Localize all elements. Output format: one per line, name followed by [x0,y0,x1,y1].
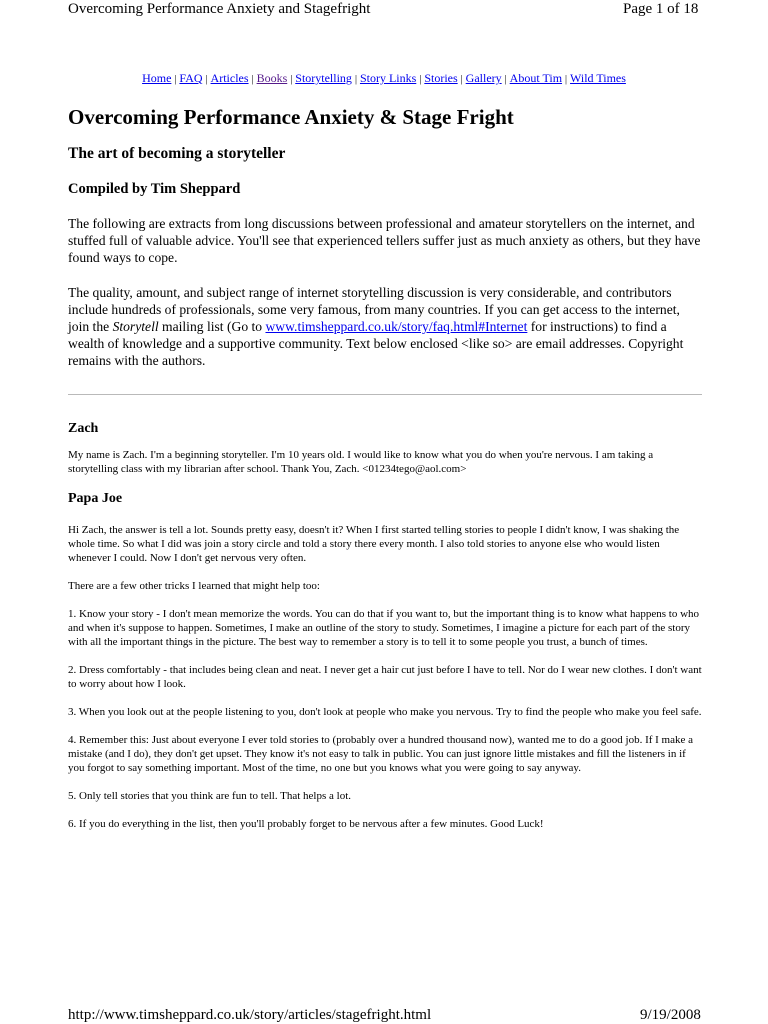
divider [68,394,702,395]
nav-link-stories[interactable]: Stories [424,71,458,85]
nav-separator: | [174,74,177,85]
intro-paragraph: The following are extracts from long discussions between professional and amateur storytellers on the internet, and stuffed full of valuable advice. You'll see that experienced tellers suffer just as much anxiety as others, but they have found ways to cope. [68,216,701,266]
nav-separator: | [290,74,293,85]
tip-item: 4. Remember this: Just about everyone I ever told stories to (probably over a hundred thousand now), wanted me to do a good job. If I make a mistake (and I do), they don't get upset. They know it's not easy to talk in public. You can just ignore little mistakes and fill the listeners in if you forgot to say something important. Most of the time, no one but you knows what you were going to say anyway. [68,733,694,774]
page-subtitle: The art of becoming a storyteller [68,145,286,162]
nav-link-books[interactable]: Books [256,71,288,85]
print-header-title: Overcoming Performance Anxiety and Stagefright [68,1,371,17]
byline: Compiled by Tim Sheppard [68,181,241,197]
post-paragraph: My name is Zach. I'm a beginning storyteller. I'm 10 years old. I would like to know what you do when you're nervous. I am taking a storytelling class with my librarian after school. Thank You, Zach. <01234tego@aol.com> [68,448,654,475]
post-author-papa-joe: Papa Joe [68,490,123,506]
nav-link-story-links[interactable]: Story Links [359,71,417,85]
tip-item: 1. Know your story - I don't mean memorize the words. You can do that if you want to, but the important thing is to know what happens to who and when it's suppose to happen. Sometimes, I make an outline of the story to study. Sometimes, I imagine a picture for each part of the story with all the important things in the picture. The best way to remember a story is to tell it to some people you trust, a bunch of times. [68,607,700,648]
intro-paragraph-mailing-list [68,284,702,370]
tip-item: 6. If you do everything in the list, then you'll probably forget to be nervous after a few minutes. Good Luck! [68,817,544,830]
intro-text: for instructions) to find a wealth of knowledge and a supportive community. Text below enclosed <like so> are email addresses. Copyright remains with the authors. [68,319,684,369]
nav-separator: | [504,74,507,85]
print-footer-date: 9/19/2008 [640,1007,701,1023]
page-title: Overcoming Performance Anxiety & Stage Fright [68,105,514,129]
nav-link-storytelling[interactable]: Storytelling [295,71,352,85]
nav-link-home[interactable]: Home [142,71,172,85]
tip-item: 5. Only tell stories that you think are fun to tell. That helps a lot. [68,789,351,802]
article-content [68,104,702,831]
nav-separator: | [354,74,357,85]
nav-separator: | [205,74,208,85]
nav-link-about-tim[interactable]: About Tim [509,71,563,85]
tip-item: 2. Dress comfortably - that includes being clean and neat. I never get a hair cut just before I have to tell. Nor do I wear new clothes. I don't want to worry about how I look. [68,663,702,690]
print-footer-url: http://www.timsheppard.co.uk/story/articles/stagefright.html [68,1007,432,1023]
post-paragraph: Hi Zach, the answer is tell a lot. Sounds pretty easy, doesn't it? When I first started telling stories to people I didn't know, I was shaking the whole time. So what I did was join a story circle and told a story there every month. I also told stories to anyone else who would listen whenever I could. Now I don't get nervous very often. [68,523,680,564]
site-navigation [0,70,768,88]
nav-link-gallery[interactable]: Gallery [465,71,502,85]
nav-separator: | [565,74,568,85]
intro-text: The quality, amount, and subject range of internet storytelling discussion is very considerable, and contributors include hundreds of professionals, some very famous, from many countries. If you can get access to the internet, join the [68,284,680,335]
nav-separator: | [460,74,463,85]
print-header-page-number: Page 1 of 18 [623,1,699,17]
nav-link-articles[interactable]: Articles [210,71,249,85]
nav-link-faq[interactable]: FAQ [179,71,203,85]
nav-separator: | [251,74,254,85]
intro-text: mailing list (Go to [158,319,266,335]
faq-internet-link[interactable]: www.timsheppard.co.uk/story/faq.html#Internet [265,319,528,335]
storytell-list-name: Storytell [112,319,159,335]
nav-separator: | [419,74,422,85]
post-author-zach: Zach [68,420,99,436]
tip-item: 3. When you look out at the people listening to you, don't look at people who make you nervous. Try to find the people who make you feel safe. [68,705,702,718]
post-paragraph: There are a few other tricks I learned that might help too: [68,579,320,592]
nav-link-wild-times[interactable]: Wild Times [570,71,626,85]
